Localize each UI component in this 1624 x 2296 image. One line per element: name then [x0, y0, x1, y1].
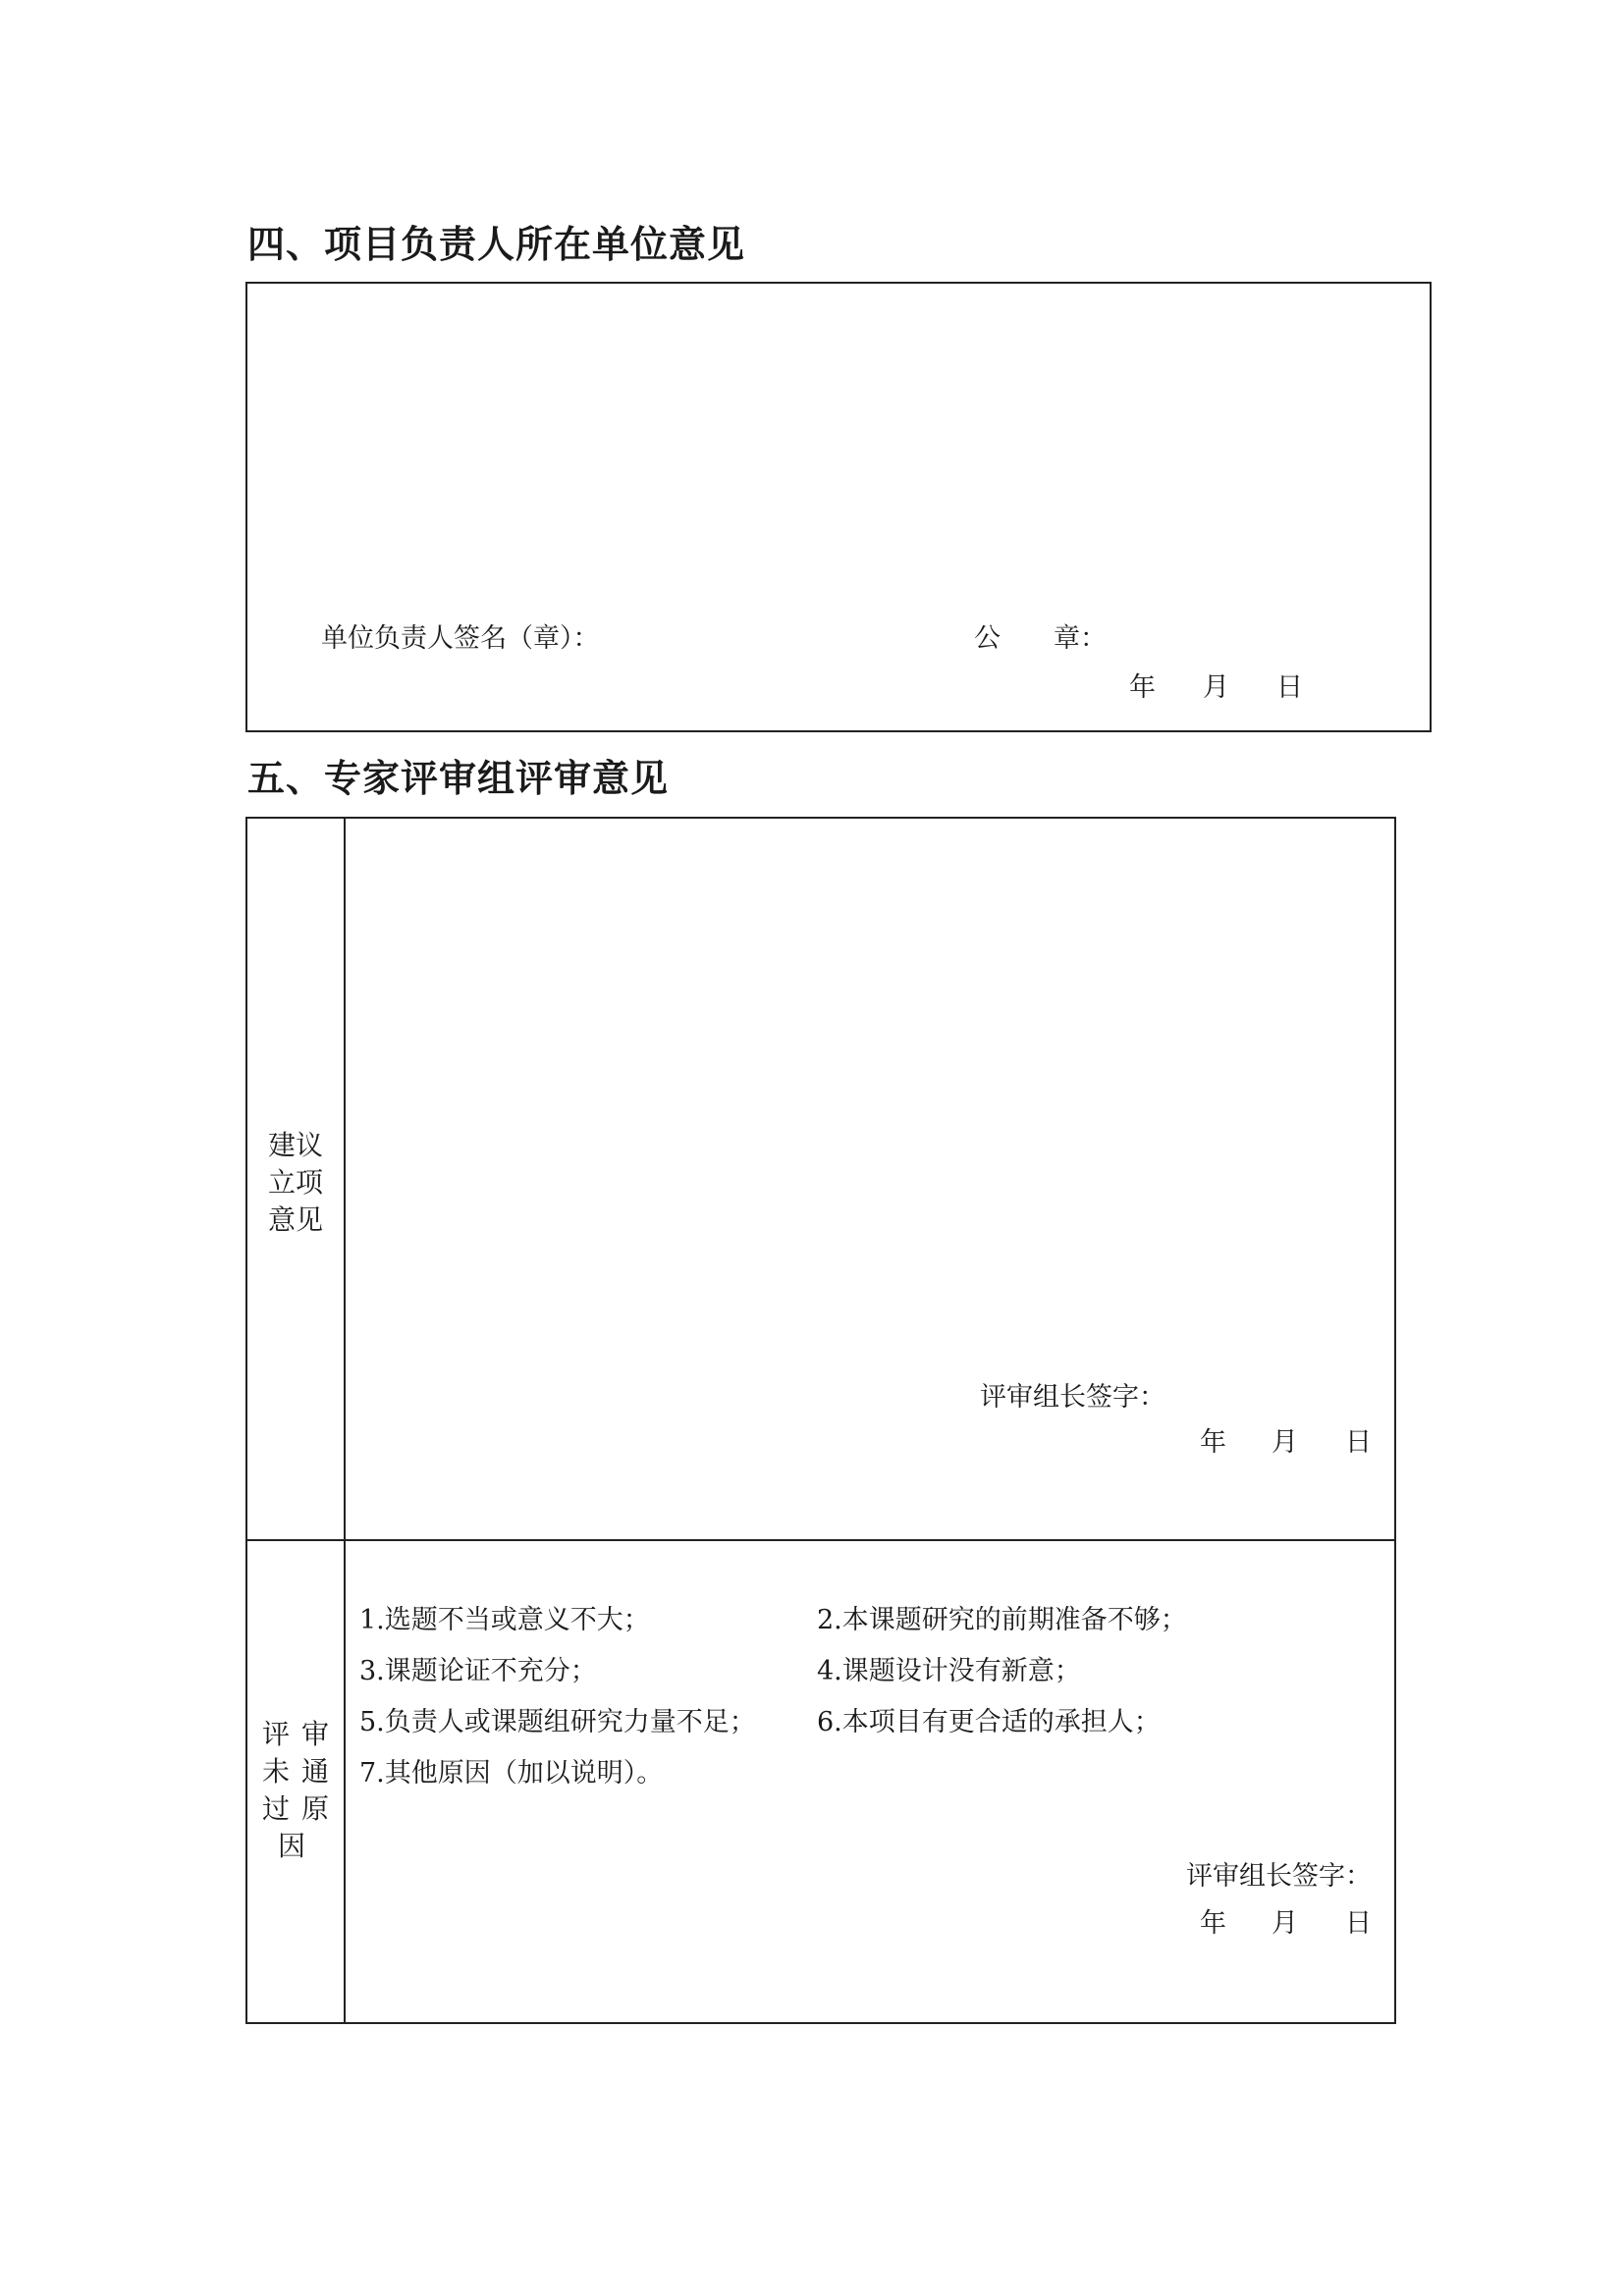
approve-opinion-field[interactable] — [346, 819, 1394, 1539]
date-month-label: 月 — [1203, 672, 1229, 703]
reject-reason-5[interactable]: 5.负责人或课题组研究力量不足； — [359, 1707, 756, 1737]
section-4-heading: 四、项目负责人所在单位意见 — [247, 223, 746, 266]
official-seal-label: 公 章： — [974, 623, 1107, 654]
expert-review-table — [245, 817, 1396, 2024]
reject-reason-2[interactable]: 2.本课题研究的前期准备不够； — [817, 1605, 1187, 1635]
reject-date-month-label: 月 — [1272, 1908, 1298, 1939]
date-year-label: 年 — [1129, 672, 1156, 703]
approve-opinion-label: 建议 立项 意见 — [267, 1129, 323, 1236]
table-row-divider — [247, 1539, 1394, 1541]
unit-opinion-box[interactable] — [245, 282, 1432, 732]
section-5-heading: 五、专家评审组评审意见 — [247, 757, 670, 800]
reject-date-day-label: 日 — [1345, 1908, 1372, 1939]
reject-reason-6[interactable]: 6.本项目有更合适的承担人； — [817, 1707, 1161, 1737]
reject-date-year-label: 年 — [1200, 1908, 1226, 1939]
reject-reason-label: 评审 未通 过原 因 — [261, 1718, 341, 1862]
date-day-label: 日 — [1276, 672, 1303, 703]
approve-date-year-label: 年 — [1200, 1427, 1226, 1458]
reject-reason-7[interactable]: 7.其他原因（加以说明）。 — [359, 1758, 664, 1789]
approve-date-day-label: 日 — [1345, 1427, 1372, 1458]
unit-head-signature-label: 单位负责人签名（章）： — [321, 623, 600, 654]
reject-leader-signature-label: 评审组长签字： — [1186, 1861, 1372, 1892]
reject-reason-3[interactable]: 3.课题论证不充分； — [359, 1656, 597, 1686]
reject-reason-1[interactable]: 1.选题不当或意义不大； — [359, 1605, 650, 1635]
approve-leader-signature-label: 评审组长签字： — [980, 1382, 1165, 1413]
reject-reason-4[interactable]: 4.课题设计没有新意； — [817, 1656, 1081, 1686]
approve-date-month-label: 月 — [1272, 1427, 1298, 1458]
